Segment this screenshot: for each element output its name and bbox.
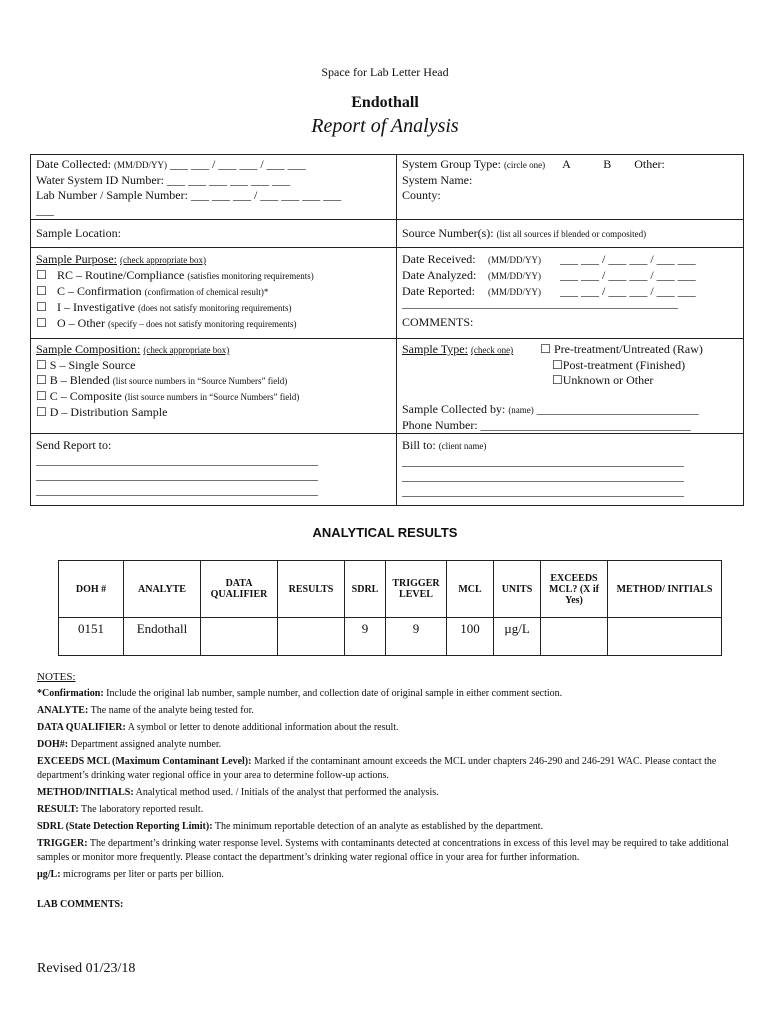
purpose-i-label: I – Investigative [57, 300, 135, 314]
note-exceeds-mcl: EXCEEDS MCL (Maximum Contaminant Level): Marked if the contaminant amount exceeds the MCL under chapters 246-290 and 246-291 WAC. Please contact the department’s drinking water regional office in your area to determine follow-up actions. [37, 756, 717, 781]
date-collected-label: Date Collected: [36, 157, 111, 171]
cell-doh: 0151 [59, 618, 124, 656]
header-analyte: ANALYTE [124, 561, 201, 618]
notes-title: NOTES: [37, 671, 76, 683]
system-group-option-other[interactable]: Other: [634, 157, 665, 171]
date-analyzed-label: Date Analyzed: [402, 268, 477, 282]
system-group-option-b[interactable]: B [603, 157, 612, 171]
system-group-option-a[interactable]: A [562, 157, 571, 171]
results-header-row [59, 561, 722, 618]
checkbox-icon[interactable]: ☐ [36, 358, 47, 372]
cell-mcl: 100 [447, 618, 494, 656]
results-title: ANALYTICAL RESULTS [312, 525, 458, 540]
composition-b-hint: (list source numbers in “Source Numbers” field) [112, 376, 288, 386]
composition-label: Sample Composition: [36, 342, 141, 356]
purpose-option-c[interactable] [36, 284, 396, 300]
lab-number-field-continued[interactable]: ___ [36, 203, 54, 217]
header-data-qualifier: DATA QUALIFIER [201, 561, 278, 618]
cell-trigger-level: 9 [386, 618, 447, 656]
phone-label: Phone Number: [402, 418, 478, 432]
collected-by-hint: (name) [508, 405, 534, 415]
sample-type-unknown: Unknown or Other [562, 373, 654, 387]
composition-b-label: B – Blended [49, 373, 110, 387]
composition-c-hint: (list source numbers in “Source Numbers” field) [124, 392, 300, 402]
results-table [58, 560, 722, 656]
sample-type-label: Sample Type: [402, 342, 468, 356]
analyte-title: Endothall [351, 94, 419, 111]
system-name-label: System Name: [402, 173, 473, 187]
cell-exceeds-mcl[interactable] [541, 618, 608, 656]
bill-to-hint: (client name) [438, 441, 487, 451]
composition-option-c[interactable] [36, 389, 396, 405]
cell-sdrl: 9 [345, 618, 386, 656]
note-data-qualifier: DATA QUALIFIER: A symbol or letter to denote additional information about the result. [37, 722, 399, 733]
date-reported-hint: (MM/DD/YY) [488, 287, 541, 297]
date-reported-label: Date Reported: [402, 284, 475, 298]
note-trigger: TRIGGER: The department’s drinking water response level. Systems with contaminants detected at concentrations in excess of this level may be required to take additional samples or monitor more frequently. Please contact the department’s drinking water regional office in your area for further information. [37, 838, 729, 863]
notes-section [37, 670, 747, 915]
sample-purpose-label: Sample Purpose: [36, 252, 117, 266]
composition-option-s[interactable] [36, 358, 396, 373]
bill-to-line-2[interactable]: _______________________________________________ [402, 469, 684, 483]
send-report-line-2[interactable]: _______________________________________________ [36, 468, 318, 482]
purpose-option-rc[interactable] [36, 268, 396, 284]
water-system-field[interactable]: ___ ___ ___ ___ ___ ___ [167, 173, 291, 187]
sample-type-section [396, 340, 744, 433]
bill-to-line-3[interactable]: _______________________________________________ [402, 484, 684, 498]
lab-comments-label: LAB COMMENTS: [37, 899, 124, 910]
phone-field[interactable]: ___________________________________ [480, 418, 691, 432]
source-numbers [396, 220, 744, 242]
county-label: County: [402, 188, 441, 202]
composition-c-label: C – Composite [49, 389, 122, 403]
checkbox-icon[interactable]: ☐ [552, 358, 563, 372]
report-title: Report of Analysis [311, 115, 459, 137]
table-row [59, 618, 722, 656]
checkbox-icon[interactable]: ☐ [36, 268, 47, 282]
date-underline: ______________________________________________ [402, 296, 678, 310]
header-sdrl: SDRL [345, 561, 386, 618]
sample-type-finished: Post-treatment (Finished) [562, 358, 686, 372]
purpose-o-label: O – Other [57, 316, 105, 330]
date-collected-field[interactable]: ___ ___ / ___ ___ / ___ ___ [169, 157, 306, 171]
cell-analyte: Endothall [124, 618, 201, 656]
sample-composition-section [30, 340, 396, 420]
cell-data-qualifier[interactable] [201, 618, 278, 656]
bill-to-section [396, 436, 744, 499]
purpose-i-hint: (does not satisfy monitoring requirements) [137, 303, 292, 313]
header-results: RESULTS [278, 561, 345, 618]
header-exceeds-mcl: EXCEEDS MCL? (X if Yes) [541, 561, 608, 618]
header-mcl: MCL [447, 561, 494, 618]
date-collected-hint: (MM/DD/YY) [113, 160, 167, 170]
header-units: UNITS [494, 561, 541, 618]
water-system-label: Water System ID Number: [36, 173, 165, 187]
purpose-c-hint: (confirmation of chemical result)* [144, 287, 269, 297]
bill-to-label: Bill to: [402, 438, 436, 452]
revised-date: Revised 01/23/18 [37, 961, 136, 976]
note-analyte: ANALYTE: The name of the analyte being tested for. [37, 705, 254, 716]
source-numbers-hint: (list all sources if blended or composited) [496, 229, 647, 239]
purpose-rc-label: RC – Routine/Compliance [57, 268, 185, 282]
header-doh: DOH # [59, 561, 124, 618]
checkbox-icon[interactable]: ☐ [36, 373, 47, 387]
note-units: µg/L: micrograms per liter or parts per billion. [37, 869, 224, 880]
header-method-initials: METHOD/ INITIALS [608, 561, 722, 618]
composition-s-label: S – Single Source [49, 358, 136, 372]
note-sdrl: SDRL (State Detection Reporting Limit): The minimum reportable detection of an analyte as established by the department. [37, 821, 544, 832]
system-info [396, 155, 744, 203]
send-report-line-3[interactable]: _______________________________________________ [36, 483, 318, 497]
lab-dates [396, 250, 744, 330]
cell-method-initials[interactable] [608, 618, 722, 656]
lab-number-field[interactable]: ___ ___ ___ / ___ ___ ___ ___ [190, 188, 342, 202]
send-report-line-1[interactable]: _______________________________________________ [36, 453, 318, 467]
sample-type-hint: (check one) [470, 345, 514, 355]
purpose-option-o[interactable] [36, 316, 396, 332]
date-received-field[interactable]: ___ ___ / ___ ___ / ___ ___ [560, 252, 696, 266]
composition-d-label: D – Distribution Sample [49, 405, 168, 419]
date-analyzed-field[interactable]: ___ ___ / ___ ___ / ___ ___ [560, 268, 696, 282]
collected-by-field[interactable]: ___________________________ [536, 402, 699, 416]
note-confirmation: *Confirmation: Include the original lab number, sample number, and collection date of original sample in either comment section. [37, 688, 563, 699]
sample-purpose-hint: (check appropriate box) [120, 255, 206, 265]
note-method-initials: METHOD/INITIALS: Analytical method used. / Initials of the analyst that performed the analysis. [37, 787, 439, 798]
purpose-o-hint: (specify – does not satisfy monitoring requirements) [108, 319, 297, 329]
checkbox-icon[interactable]: ☐ [36, 389, 47, 403]
system-group-hint: (circle one) [503, 160, 546, 170]
date-received-label: Date Received: [402, 252, 476, 266]
comments-label: COMMENTS: [402, 315, 474, 329]
composition-option-d[interactable] [36, 405, 396, 420]
collected-by-label: Sample Collected by: [402, 402, 506, 416]
note-doh: DOH#: Department assigned analyte number. [37, 739, 222, 750]
collection-info [30, 155, 396, 218]
composition-hint: (check appropriate box) [143, 345, 230, 355]
cell-results[interactable] [278, 618, 345, 656]
date-received-hint: (MM/DD/YY) [488, 255, 541, 265]
cell-units: µg/L [494, 618, 541, 656]
purpose-rc-hint: (satisfies monitoring requirements) [187, 271, 314, 281]
checkbox-icon[interactable]: ☐ [36, 405, 47, 419]
sample-location-label: Sample Location: [36, 226, 121, 240]
checkbox-icon[interactable]: ☐ [36, 300, 47, 314]
checkbox-icon[interactable]: ☐ [540, 342, 551, 356]
lab-number-label: Lab Number / Sample Number: [36, 188, 188, 202]
sample-purpose-section [30, 250, 396, 332]
letterhead-space: Space for Lab Letter Head [321, 65, 449, 79]
checkbox-icon[interactable]: ☐ [552, 373, 563, 387]
checkbox-icon[interactable]: ☐ [36, 284, 47, 298]
system-group-label: System Group Type: [402, 157, 501, 171]
note-result: RESULT: The laboratory reported result. [37, 804, 204, 815]
purpose-c-label: C – Confirmation [57, 284, 142, 298]
source-numbers-label: Source Number(s): [402, 226, 494, 240]
date-reported-field[interactable]: ___ ___ / ___ ___ / ___ ___ [560, 284, 696, 298]
header-trigger-level: TRIGGER LEVEL [386, 561, 447, 618]
sample-type-raw: Pre-treatment/Untreated (Raw) [553, 342, 703, 356]
bill-to-line-1[interactable]: _______________________________________________ [402, 454, 684, 468]
date-analyzed-hint: (MM/DD/YY) [488, 271, 541, 281]
checkbox-icon[interactable]: ☐ [36, 316, 47, 330]
send-report-section [30, 436, 396, 498]
send-report-label: Send Report to: [36, 438, 112, 452]
purpose-option-i[interactable] [36, 300, 396, 316]
composition-option-b[interactable] [36, 373, 396, 389]
